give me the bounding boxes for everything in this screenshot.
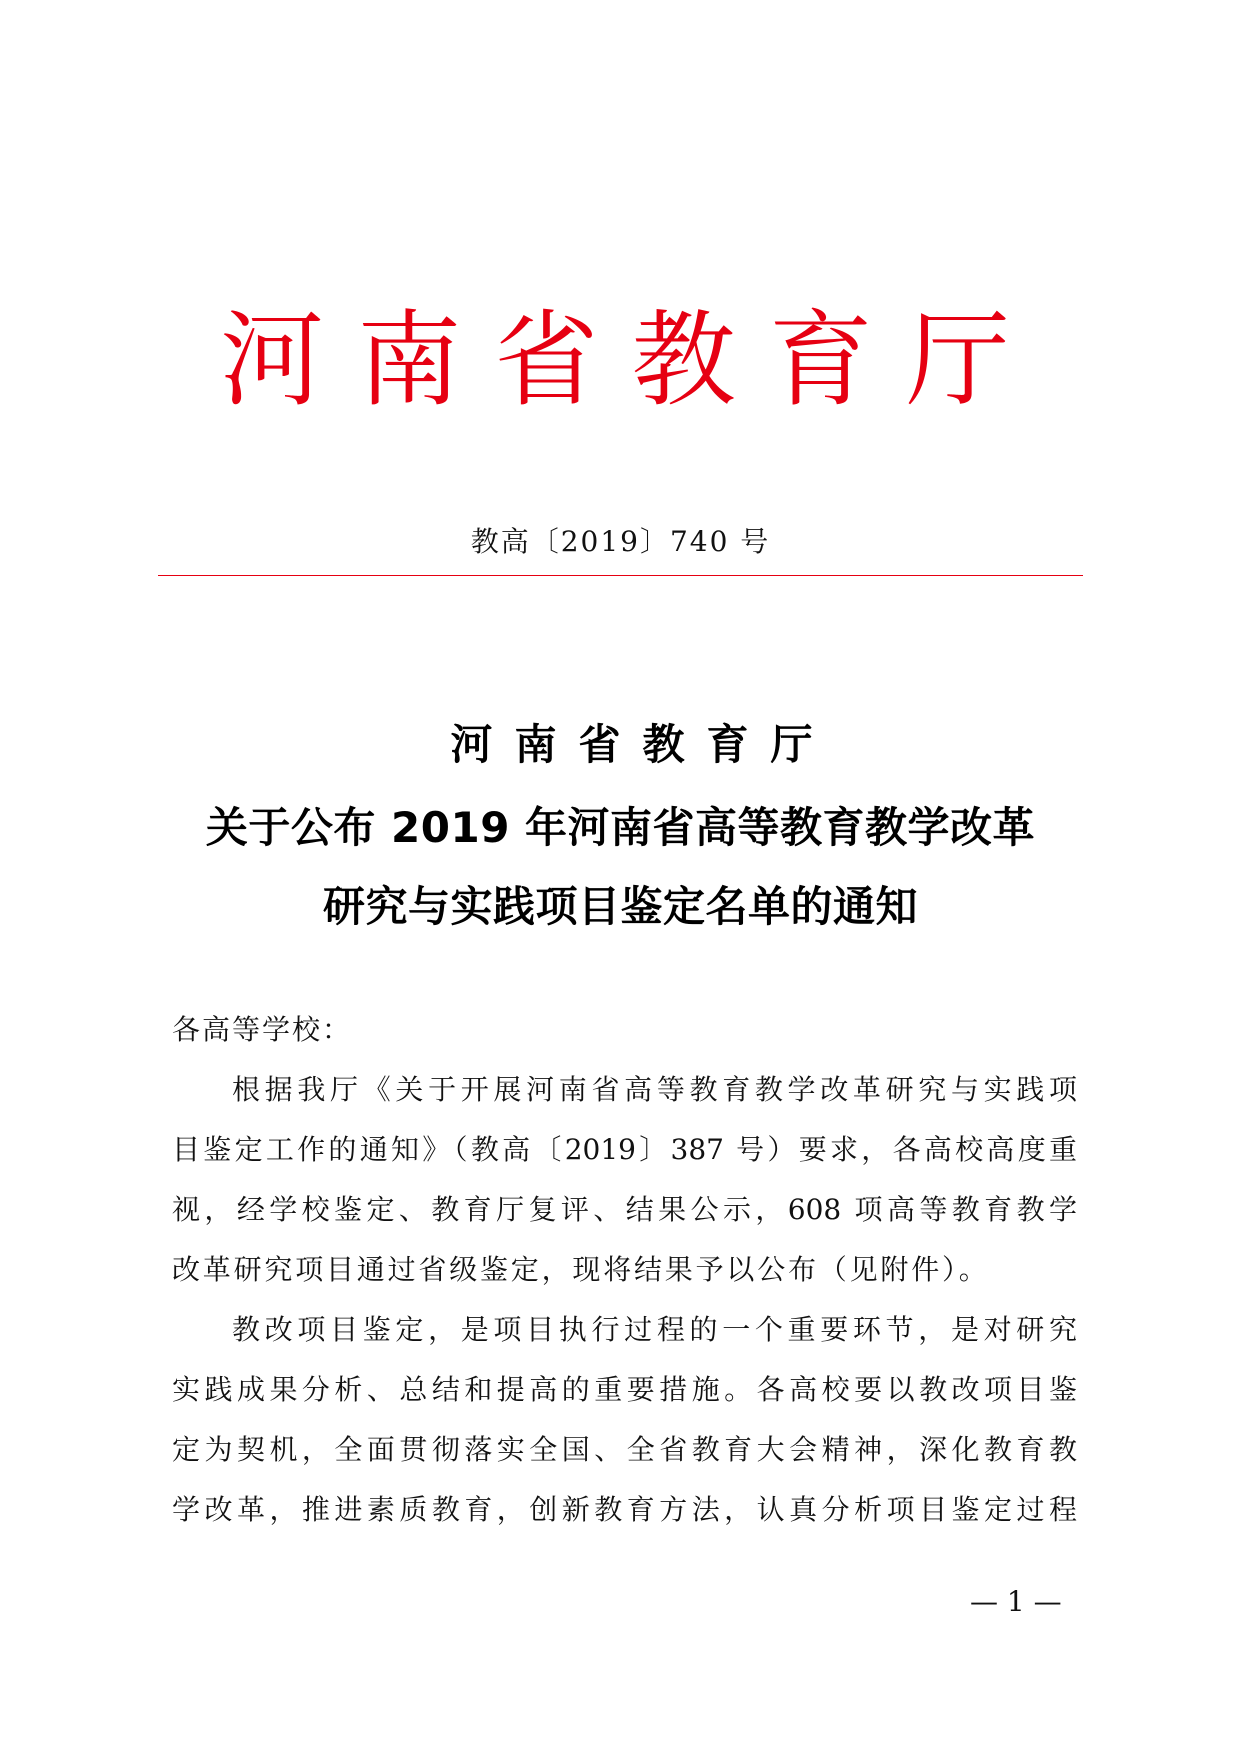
masthead-title [220, 300, 1010, 420]
page-number: — 1 — [970, 1585, 1062, 1618]
paragraph-2-line: 学改革，推进素质教育，创新教育方法，认真分析项目鉴定过程 [172, 1493, 1077, 1526]
masthead-char: 南 [357, 299, 462, 421]
masthead-char: 厅 [905, 299, 1010, 421]
title-line-1: 河南省教育厅 [450, 720, 835, 769]
salutation: 各高等学校： [172, 1013, 353, 1046]
masthead-char: 育 [768, 299, 873, 421]
title-line-3: 研究与实践项目鉴定名单的通知 [322, 882, 918, 931]
title-line-2: 关于公布 2019 年河南省高等教育教学改革 [205, 803, 1036, 852]
paragraph-1-line: 视，经学校鉴定、教育厅复评、结果公示，608 项高等教育教学 [172, 1193, 1077, 1226]
document-number: 教高〔2019〕740 号 [470, 525, 771, 558]
masthead-char: 教 [631, 299, 736, 421]
paragraph-2-line: 教改项目鉴定，是项目执行过程的一个重要环节，是对研究 [232, 1313, 1077, 1346]
paragraph-2-line: 实践成果分析、总结和提高的重要措施。各高校要以教改项目鉴 [172, 1373, 1077, 1406]
red-divider-line [158, 575, 1083, 576]
paragraph-1-line: 目鉴定工作的通知》（教高〔2019〕387 号）要求，各高校高度重 [172, 1133, 1077, 1166]
masthead-char: 河 [220, 299, 325, 421]
paragraph-1-line: 根据我厅《关于开展河南省高等教育教学改革研究与实践项 [232, 1073, 1077, 1106]
paragraph-2-line: 定为契机，全面贯彻落实全国、全省教育大会精神，深化教育教 [172, 1433, 1077, 1466]
paragraph-1-line: 改革研究项目通过省级鉴定，现将结果予以公布（见附件）。 [172, 1253, 990, 1286]
masthead-char: 省 [494, 299, 599, 421]
